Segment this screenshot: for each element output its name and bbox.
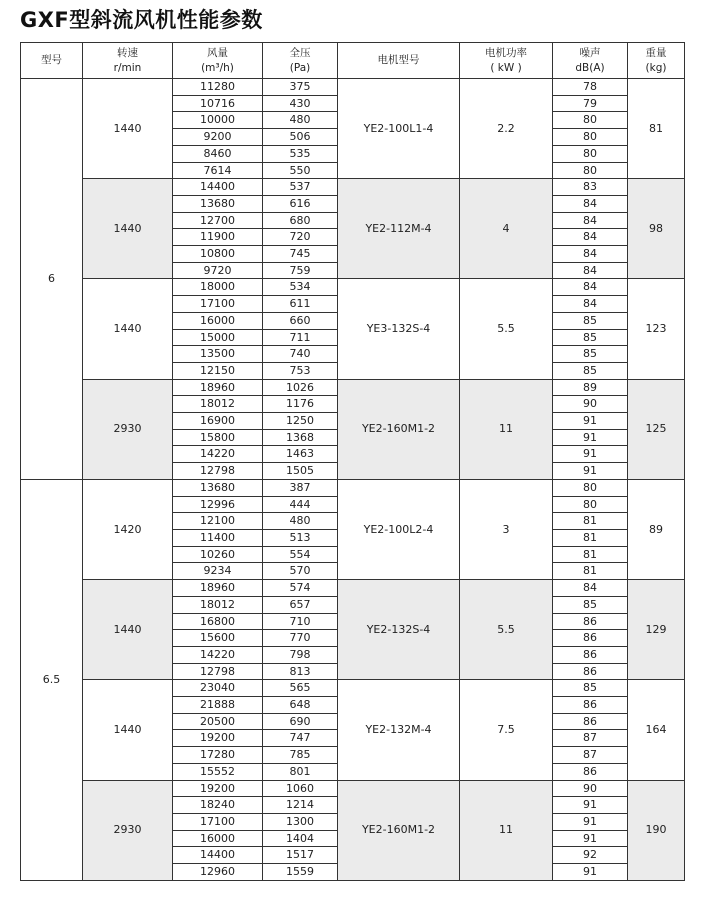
table-row (21, 79, 685, 96)
pressure-cell: 535 (263, 145, 338, 162)
pressure-cell: 759 (263, 262, 338, 279)
noise-cell: 87 (553, 730, 628, 747)
speed-cell: 1420 (83, 479, 173, 579)
weight-cell: 123 (628, 279, 685, 379)
airflow-cell: 12798 (173, 663, 263, 680)
pressure-cell: 747 (263, 730, 338, 747)
header-row (21, 43, 685, 79)
motor-power-cell: 7.5 (460, 680, 553, 780)
airflow-cell: 10716 (173, 95, 263, 112)
noise-cell: 91 (553, 797, 628, 814)
motor-model-cell: YE2-100L2-4 (338, 479, 460, 579)
motor-power-cell: 5.5 (460, 580, 553, 680)
noise-cell: 84 (553, 279, 628, 296)
airflow-cell: 17280 (173, 747, 263, 764)
noise-cell: 80 (553, 129, 628, 146)
weight-cell: 164 (628, 680, 685, 780)
pressure-cell: 680 (263, 212, 338, 229)
speed-cell: 2930 (83, 379, 173, 479)
noise-cell: 92 (553, 847, 628, 864)
header-speed: 转速 r/min (83, 43, 173, 79)
noise-cell: 80 (553, 145, 628, 162)
noise-cell: 78 (553, 79, 628, 96)
airflow-cell: 17100 (173, 296, 263, 313)
header-weight: 重量 (kg) (628, 43, 685, 79)
pressure-cell: 537 (263, 179, 338, 196)
noise-cell: 86 (553, 697, 628, 714)
noise-cell: 91 (553, 864, 628, 881)
airflow-cell: 14220 (173, 446, 263, 463)
noise-cell: 91 (553, 813, 628, 830)
pressure-cell: 1517 (263, 847, 338, 864)
noise-cell: 91 (553, 413, 628, 430)
airflow-cell: 11400 (173, 529, 263, 546)
pressure-cell: 534 (263, 279, 338, 296)
airflow-cell: 9720 (173, 262, 263, 279)
airflow-cell: 11900 (173, 229, 263, 246)
airflow-cell: 9200 (173, 129, 263, 146)
airflow-cell: 10260 (173, 546, 263, 563)
pressure-cell: 770 (263, 630, 338, 647)
noise-cell: 80 (553, 162, 628, 179)
speed-cell: 1440 (83, 680, 173, 780)
pressure-cell: 720 (263, 229, 338, 246)
pressure-cell: 1250 (263, 413, 338, 430)
airflow-cell: 12996 (173, 496, 263, 513)
noise-cell: 79 (553, 95, 628, 112)
pressure-cell: 798 (263, 646, 338, 663)
airflow-cell: 12700 (173, 212, 263, 229)
airflow-cell: 18012 (173, 396, 263, 413)
pressure-cell: 1176 (263, 396, 338, 413)
noise-cell: 86 (553, 663, 628, 680)
pressure-cell: 690 (263, 713, 338, 730)
motor-power-cell: 11 (460, 379, 553, 479)
page-title: GXF型斜流风机性能参数 (20, 8, 263, 32)
weight-cell: 129 (628, 580, 685, 680)
airflow-cell: 10800 (173, 246, 263, 263)
table-row (21, 379, 685, 396)
noise-cell: 89 (553, 379, 628, 396)
noise-cell: 85 (553, 596, 628, 613)
speed-cell: 1440 (83, 79, 173, 179)
airflow-cell: 16000 (173, 830, 263, 847)
airflow-cell: 16900 (173, 413, 263, 430)
header-pressure: 全压 (Pa) (263, 43, 338, 79)
table-row (21, 279, 685, 296)
airflow-cell: 12960 (173, 864, 263, 881)
pressure-cell: 574 (263, 580, 338, 597)
noise-cell: 84 (553, 262, 628, 279)
motor-model-cell: YE2-100L1-4 (338, 79, 460, 179)
airflow-cell: 15000 (173, 329, 263, 346)
weight-cell: 190 (628, 780, 685, 880)
airflow-cell: 14400 (173, 847, 263, 864)
pressure-cell: 1300 (263, 813, 338, 830)
noise-cell: 90 (553, 780, 628, 797)
table-row (21, 479, 685, 496)
airflow-cell: 8460 (173, 145, 263, 162)
noise-cell: 91 (553, 446, 628, 463)
header-motor-power: 电机功率 ( kW ) (460, 43, 553, 79)
noise-cell: 86 (553, 630, 628, 647)
airflow-cell: 12798 (173, 463, 263, 480)
pressure-cell: 1368 (263, 429, 338, 446)
pressure-cell: 801 (263, 763, 338, 780)
noise-cell: 84 (553, 246, 628, 263)
airflow-cell: 13680 (173, 195, 263, 212)
header-airflow: 风量 (m³/h) (173, 43, 263, 79)
noise-cell: 91 (553, 830, 628, 847)
pressure-cell: 513 (263, 529, 338, 546)
pressure-cell: 1026 (263, 379, 338, 396)
airflow-cell: 11280 (173, 79, 263, 96)
pressure-cell: 785 (263, 747, 338, 764)
pressure-cell: 711 (263, 329, 338, 346)
airflow-cell: 18960 (173, 580, 263, 597)
noise-cell: 83 (553, 179, 628, 196)
noise-cell: 91 (553, 463, 628, 480)
model-cell: 6 (21, 79, 83, 480)
noise-cell: 87 (553, 747, 628, 764)
noise-cell: 91 (553, 429, 628, 446)
airflow-cell: 19200 (173, 730, 263, 747)
motor-model-cell: YE3-132S-4 (338, 279, 460, 379)
pressure-cell: 616 (263, 195, 338, 212)
noise-cell: 86 (553, 763, 628, 780)
table-row (21, 179, 685, 196)
noise-cell: 85 (553, 680, 628, 697)
airflow-cell: 9234 (173, 563, 263, 580)
noise-cell: 80 (553, 479, 628, 496)
noise-cell: 85 (553, 312, 628, 329)
pressure-cell: 550 (263, 162, 338, 179)
pressure-cell: 1214 (263, 797, 338, 814)
pressure-cell: 710 (263, 613, 338, 630)
pressure-cell: 480 (263, 513, 338, 530)
performance-table (20, 42, 685, 881)
pressure-cell: 753 (263, 362, 338, 379)
airflow-cell: 15600 (173, 630, 263, 647)
noise-cell: 84 (553, 195, 628, 212)
pressure-cell: 480 (263, 112, 338, 129)
pressure-cell: 1505 (263, 463, 338, 480)
pressure-cell: 1463 (263, 446, 338, 463)
motor-model-cell: YE2-112M-4 (338, 179, 460, 279)
table-row (21, 780, 685, 797)
noise-cell: 86 (553, 646, 628, 663)
pressure-cell: 1060 (263, 780, 338, 797)
speed-cell: 1440 (83, 279, 173, 379)
noise-cell: 80 (553, 112, 628, 129)
pressure-cell: 740 (263, 346, 338, 363)
airflow-cell: 18000 (173, 279, 263, 296)
airflow-cell: 13500 (173, 346, 263, 363)
weight-cell: 98 (628, 179, 685, 279)
noise-cell: 81 (553, 546, 628, 563)
noise-cell: 86 (553, 613, 628, 630)
noise-cell: 85 (553, 329, 628, 346)
airflow-cell: 18960 (173, 379, 263, 396)
header-model: 型号 (21, 43, 83, 79)
weight-cell: 125 (628, 379, 685, 479)
pressure-cell: 554 (263, 546, 338, 563)
noise-cell: 81 (553, 513, 628, 530)
pressure-cell: 745 (263, 246, 338, 263)
header-motor-model: 电机型号 (338, 43, 460, 79)
airflow-cell: 14400 (173, 179, 263, 196)
noise-cell: 84 (553, 296, 628, 313)
weight-cell: 81 (628, 79, 685, 179)
airflow-cell: 14220 (173, 646, 263, 663)
noise-cell: 80 (553, 496, 628, 513)
motor-model-cell: YE2-132M-4 (338, 680, 460, 780)
pressure-cell: 1559 (263, 864, 338, 881)
model-cell: 6.5 (21, 479, 83, 880)
noise-cell: 81 (553, 563, 628, 580)
pressure-cell: 813 (263, 663, 338, 680)
noise-cell: 84 (553, 580, 628, 597)
airflow-cell: 16000 (173, 312, 263, 329)
airflow-cell: 15552 (173, 763, 263, 780)
motor-power-cell: 3 (460, 479, 553, 579)
pressure-cell: 570 (263, 563, 338, 580)
table-row (21, 580, 685, 597)
noise-cell: 90 (553, 396, 628, 413)
airflow-cell: 18240 (173, 797, 263, 814)
table-row (21, 680, 685, 697)
airflow-cell: 10000 (173, 112, 263, 129)
noise-cell: 81 (553, 529, 628, 546)
pressure-cell: 387 (263, 479, 338, 496)
motor-power-cell: 5.5 (460, 279, 553, 379)
pressure-cell: 657 (263, 596, 338, 613)
pressure-cell: 611 (263, 296, 338, 313)
airflow-cell: 20500 (173, 713, 263, 730)
noise-cell: 84 (553, 212, 628, 229)
header-noise: 噪声 dB(A) (553, 43, 628, 79)
pressure-cell: 444 (263, 496, 338, 513)
motor-model-cell: YE2-160M1-2 (338, 780, 460, 880)
pressure-cell: 565 (263, 680, 338, 697)
motor-model-cell: YE2-132S-4 (338, 580, 460, 680)
airflow-cell: 13680 (173, 479, 263, 496)
motor-power-cell: 2.2 (460, 79, 553, 179)
speed-cell: 2930 (83, 780, 173, 880)
pressure-cell: 375 (263, 79, 338, 96)
weight-cell: 89 (628, 479, 685, 579)
pressure-cell: 660 (263, 312, 338, 329)
airflow-cell: 18012 (173, 596, 263, 613)
noise-cell: 85 (553, 346, 628, 363)
speed-cell: 1440 (83, 179, 173, 279)
noise-cell: 84 (553, 229, 628, 246)
pressure-cell: 648 (263, 697, 338, 714)
airflow-cell: 12100 (173, 513, 263, 530)
airflow-cell: 15800 (173, 429, 263, 446)
table-body (21, 79, 685, 881)
motor-model-cell: YE2-160M1-2 (338, 379, 460, 479)
airflow-cell: 12150 (173, 362, 263, 379)
airflow-cell: 19200 (173, 780, 263, 797)
airflow-cell: 21888 (173, 697, 263, 714)
motor-power-cell: 11 (460, 780, 553, 880)
noise-cell: 86 (553, 713, 628, 730)
pressure-cell: 506 (263, 129, 338, 146)
pressure-cell: 1404 (263, 830, 338, 847)
airflow-cell: 16800 (173, 613, 263, 630)
speed-cell: 1440 (83, 580, 173, 680)
airflow-cell: 17100 (173, 813, 263, 830)
noise-cell: 85 (553, 362, 628, 379)
motor-power-cell: 4 (460, 179, 553, 279)
airflow-cell: 23040 (173, 680, 263, 697)
pressure-cell: 430 (263, 95, 338, 112)
airflow-cell: 7614 (173, 162, 263, 179)
